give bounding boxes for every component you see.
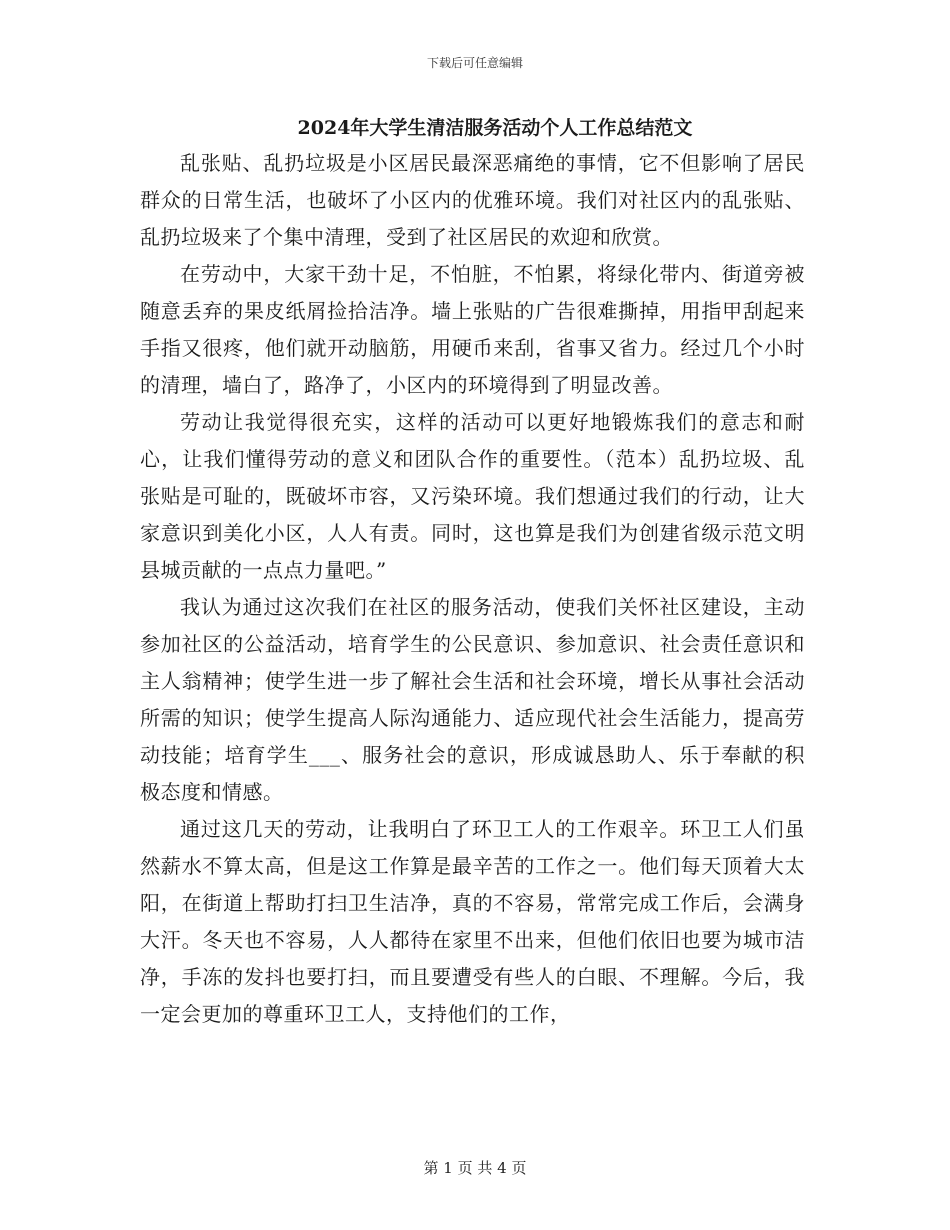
document-title: 2024年大学生清洁服务活动个人工作总结范文 — [297, 117, 693, 139]
page-number: 第 1 页 共 4 页 — [423, 1159, 527, 1177]
header-note: 下载后可任意编辑 — [426, 56, 523, 70]
document-body — [140, 145, 805, 1033]
paragraph-2: 在劳动中，大家干劲十足，不怕脏，不怕累，将绿化带内、街道旁被随意丢弃的果皮纸屑捡拾洁净。墙上张贴的广告很难撕掉，用指甲刮起来手指又很疼，他们就开动脑筋，用硬币来刮，省事又省力。经过几个小时的清理，墙白了，路净了，小区内的环境得到了明显改善。 — [140, 262, 805, 397]
paragraph-1: 乱张贴、乱扔垃圾是小区居民最深恶痛绝的事情，它不但影响了居民群众的日常生活，也破坏了小区内的优雅环境。我们对社区内的乱张贴、乱扔垃圾来了个集中清理，受到了社区居民的欢迎和欣赏。 — [140, 151, 805, 249]
paragraph-4: 我认为通过这次我们在社区的服务活动，使我们关怀社区建设，主动参加社区的公益活动，培育学生的公民意识、参加意识、社会责任意识和主人翁精神；使学生进一步了解社会生活和社会环境，增长从事社会活动所需的知识；使学生提高人际沟通能力、适应现代社会生活能力，提高劳动技能；培育学生___、服务社会的意识，形成诚恳助人、乐于奉献的积极态度和情感。 — [140, 595, 805, 804]
paragraph-3: 劳动让我觉得很充实，这样的活动可以更好地锻炼我们的意志和耐心，让我们懂得劳动的意义和团队合作的重要性。（范本）乱扔垃圾、乱张贴是可耻的，既破坏市容，又污染环境。我们想通过我们的行动，让大家意识到美化小区，人人有责。同时，这也算是我们为创建省级示范文明县城贡献的一点点力量吧。” — [140, 410, 805, 582]
paragraph-5: 通过这几天的劳动，让我明白了环卫工人的工作艰辛。环卫工人们虽然薪水不算太高，但是这工作算是最辛苦的工作之一。他们每天顶着大太阳，在街道上帮助打扫卫生洁净，真的不容易，常常完成工作后，会满身大汗。冬天也不容易，人人都待在家里不出来，但他们依旧也要为城市洁净，手冻的发抖也要打扫，而且要遭受有些人的白眼、不理解。今后，我一定会更加的尊重环卫工人，支持他们的工作， — [140, 817, 805, 1026]
